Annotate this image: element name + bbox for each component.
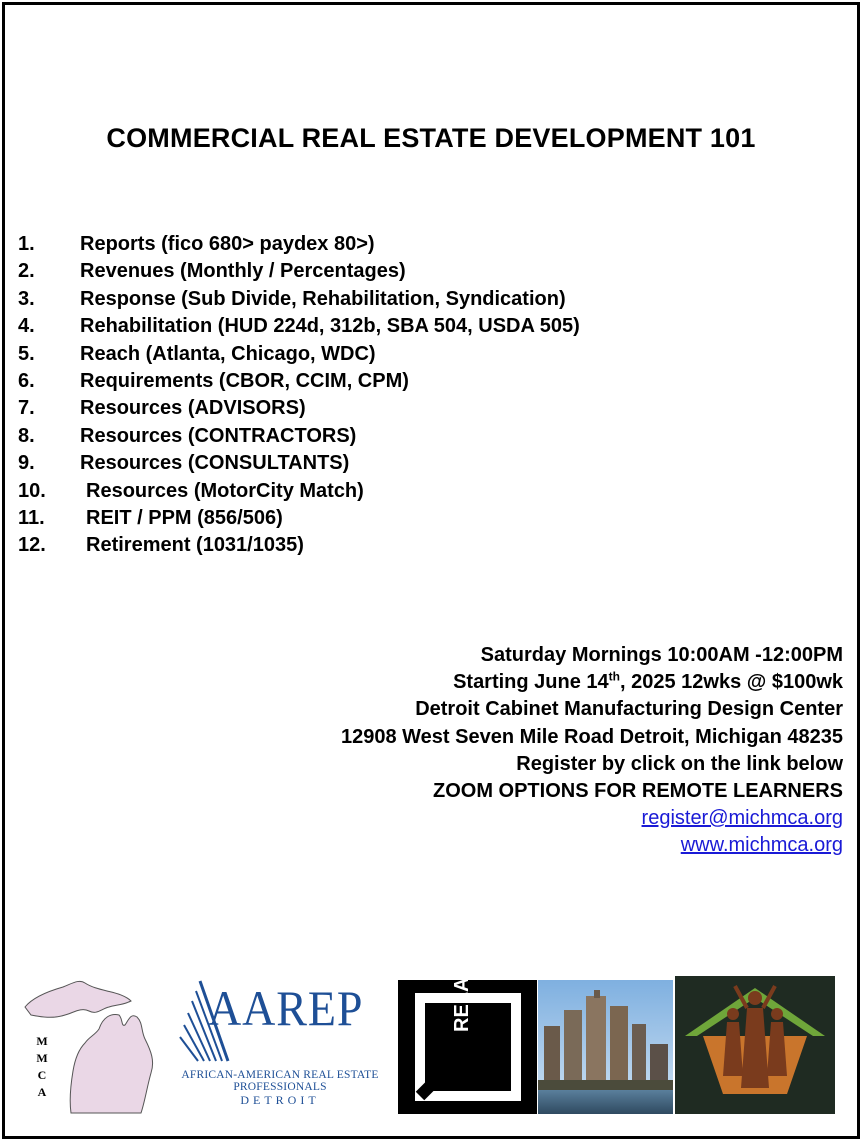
item-number: 11. xyxy=(18,506,45,529)
mmca-letters xyxy=(36,1033,48,1101)
event-details xyxy=(341,642,843,860)
mmca-letter: A xyxy=(37,1085,47,1099)
zoom-note: ZOOM OPTIONS FOR REMOTE LEARNERS xyxy=(432,779,843,802)
mmca-letter: C xyxy=(37,1068,47,1082)
email-line xyxy=(341,805,843,832)
item-text: Resources (ADVISORS) xyxy=(80,397,306,420)
item-text: Resources (CONTRACTORS) xyxy=(80,424,357,447)
item-number: 1. xyxy=(18,233,35,255)
address-text: 12908 West Seven Mile Road Detroit, Michigan 48235 xyxy=(340,725,843,748)
item-number: 5. xyxy=(18,342,35,365)
item-number: 6. xyxy=(18,369,35,392)
start-prefix: Starting June 14 xyxy=(453,671,609,694)
item-text: Revenues (Monthly / Percentages) xyxy=(80,260,406,283)
item-number: 12. xyxy=(18,534,46,557)
rela-frame-icon xyxy=(398,980,537,1114)
aarep-city: DETROIT xyxy=(240,1093,320,1107)
item-text: Resources (CONSULTANTS) xyxy=(80,452,350,475)
item-text: Reports (fico 680> paydex 80>) xyxy=(80,233,375,255)
start-date-text xyxy=(341,669,843,696)
item-text: Response (Sub Divide, Rehabilitation, Syndication) xyxy=(80,287,566,310)
schedule-text: Saturday Mornings 10:00AM -12:00PM xyxy=(480,644,843,666)
item-text: Retirement (1031/1035) xyxy=(86,534,304,557)
venue-text: Detroit Cabinet Manufacturing Design Center xyxy=(415,698,843,721)
mmca-letter: M xyxy=(36,1034,48,1048)
item-number: 10. xyxy=(18,479,46,502)
logo-strip xyxy=(15,965,855,1115)
item-text: Resources (MotorCity Match) xyxy=(86,479,364,502)
item-number: 2. xyxy=(18,260,35,283)
email-link[interactable]: register@michmca.org xyxy=(641,807,843,830)
website-link[interactable]: www.michmca.org xyxy=(680,834,843,857)
rela-text: RELA xyxy=(451,980,473,1032)
rela-logo xyxy=(398,980,537,1114)
item-text: Reach (Atlanta, Chicago, WDC) xyxy=(80,342,376,365)
item-number: 8. xyxy=(18,424,35,447)
item-number: 7. xyxy=(18,397,35,420)
register-note: Register by click on the link below xyxy=(516,752,843,775)
aarep-logo xyxy=(170,977,390,1115)
women-house-logo xyxy=(675,976,835,1114)
aarep-wordmark: AAREP xyxy=(208,980,364,1036)
item-text: REIT / PPM (856/506) xyxy=(86,506,283,529)
aarep-subtitle: AFRICAN-AMERICAN REAL ESTATE PROFESSIONALS xyxy=(181,1069,379,1093)
item-text: Requirements (CBOR, CCIM, CPM) xyxy=(80,369,409,392)
flyer-title: COMMERCIAL REAL ESTATE DEVELOPMENT 101 xyxy=(106,123,756,153)
item-number: 3. xyxy=(18,287,35,310)
women-house-icon xyxy=(675,976,835,1114)
item-number: 4. xyxy=(18,315,35,338)
start-suffix: , 2025 12wks @ $100wk xyxy=(620,671,843,694)
website-line xyxy=(341,832,843,859)
detroit-skyline-image xyxy=(538,980,673,1114)
item-number: 9. xyxy=(18,452,35,475)
flyer-frame xyxy=(2,2,860,1139)
item-text: Rehabilitation (HUD 224d, 312b, SBA 504, USDA 505) xyxy=(80,315,580,338)
start-superscript: th xyxy=(608,669,620,684)
mmca-letter: M xyxy=(36,1051,48,1065)
